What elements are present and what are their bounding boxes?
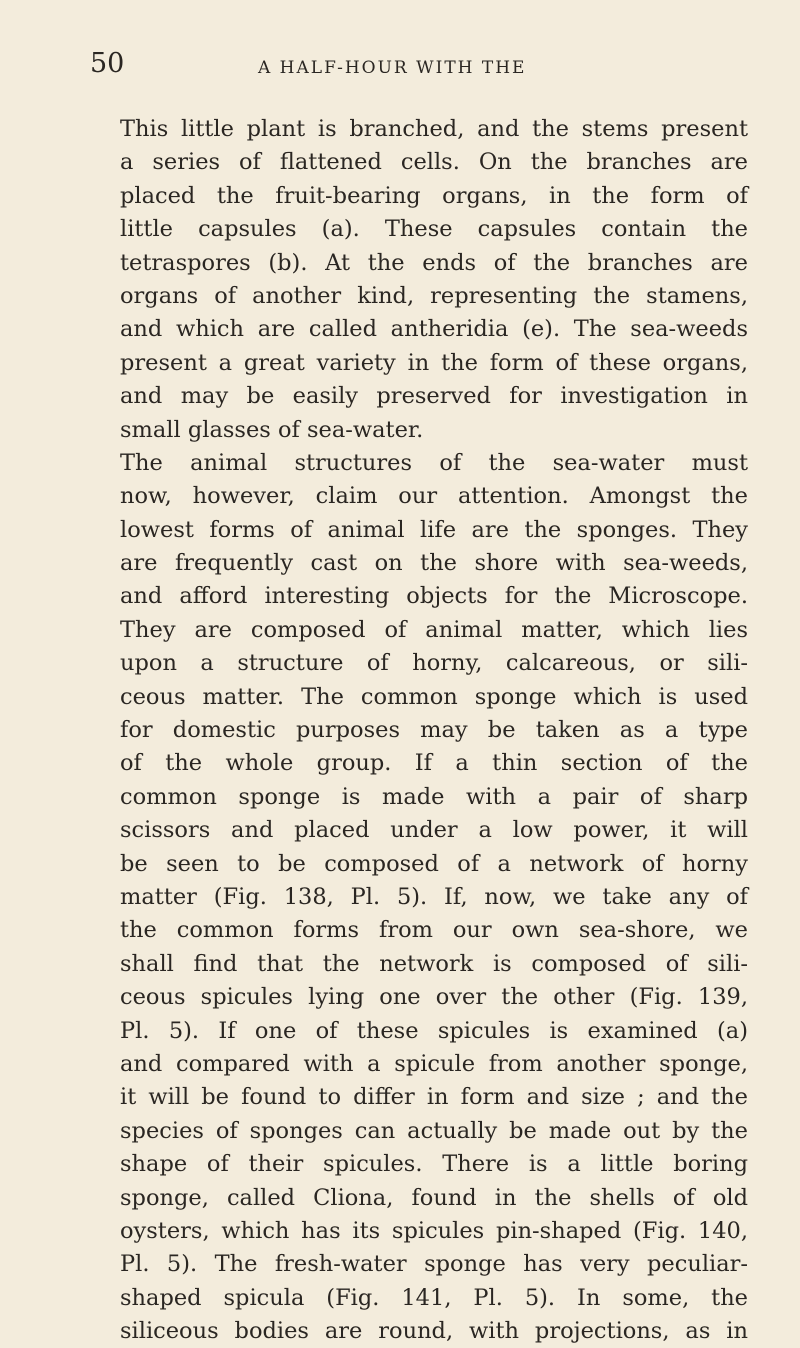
body-text [120,113,748,1348]
text-line: and compared with a spicule from another sponge, [120,1050,748,1077]
text-line: Pl. 5). The fresh-water sponge has very peculiar- [120,1251,748,1278]
text-line: Pl. 5). If one of these spicules is examined (a) [120,1017,748,1044]
text-line: common sponge is made with a pair of sharp [120,783,748,810]
running-head: A HALF-HOUR WITH THE [258,58,527,78]
text-line: and may be easily preserved for investigation in [120,383,748,410]
text-line: of the whole group. If a thin section of the [120,750,748,777]
text-line: This little plant is branched, and the stems present [120,116,748,142]
text-line: species of sponges can actually be made out by the [120,1117,748,1144]
text-line: upon a structure of horny, calcareous, or sili- [120,650,748,677]
text-line: shall find that the network is composed of sili- [120,950,748,977]
text-line: They are composed of animal matter, which lies [120,616,748,643]
text-line: the common forms from our own sea-shore, we [120,917,748,944]
text-line: sponge, called Cliona, found in the shells of old [120,1184,748,1211]
text-line: and afford interesting objects for the Microscope. [120,583,748,610]
text-line: and which are called antheridia (e). The sea-weeds [120,316,748,343]
text-line: little capsules (a). These capsules contain the [120,216,748,243]
text-line: The animal structures of the sea-water must [120,449,748,476]
text-line: ceous matter. The common sponge which is used [120,683,748,710]
text-line: a series of flattened cells. On the branches are [120,149,748,176]
page-number: 50 [90,48,125,79]
paragraph-1 [120,113,748,447]
text-line: siliceous bodies are round, with projections, as in [120,1318,748,1345]
text-line: placed the fruit-bearing organs, in the form of [120,182,748,209]
text-line: scissors and placed under a low power, it will [120,817,748,844]
text-line: for domestic purposes may be taken as a type [120,717,748,744]
text-line: tetraspores (b). At the ends of the branches are [120,249,748,276]
paragraph-2 [120,447,748,1348]
text-line: lowest forms of animal life are the sponges. They [120,516,748,543]
text-line: small glasses of sea-water. [120,416,424,443]
text-line: it will be found to differ in form and size ; and the [120,1084,748,1111]
text-line: now, however, claim our attention. Amongst the [120,483,748,510]
text-line: oysters, which has its spicules pin-shaped (Fig. 140, [120,1217,748,1244]
text-line: matter (Fig. 138, Pl. 5). If, now, we take any of [120,883,748,910]
text-line: are frequently cast on the shore with sea-weeds, [120,550,748,577]
text-line: shaped spicula (Fig. 141, Pl. 5). In some, the [120,1284,748,1311]
page-header [90,48,710,88]
text-line: ceous spicules lying one over the other (Fig. 139, [120,984,748,1011]
text-line: present a great variety in the form of these organs, [120,349,748,376]
text-line: shape of their spicules. There is a little boring [120,1151,748,1178]
text-line: be seen to be composed of a network of horny [120,850,748,877]
text-line: organs of another kind, representing the stamens, [120,282,748,309]
